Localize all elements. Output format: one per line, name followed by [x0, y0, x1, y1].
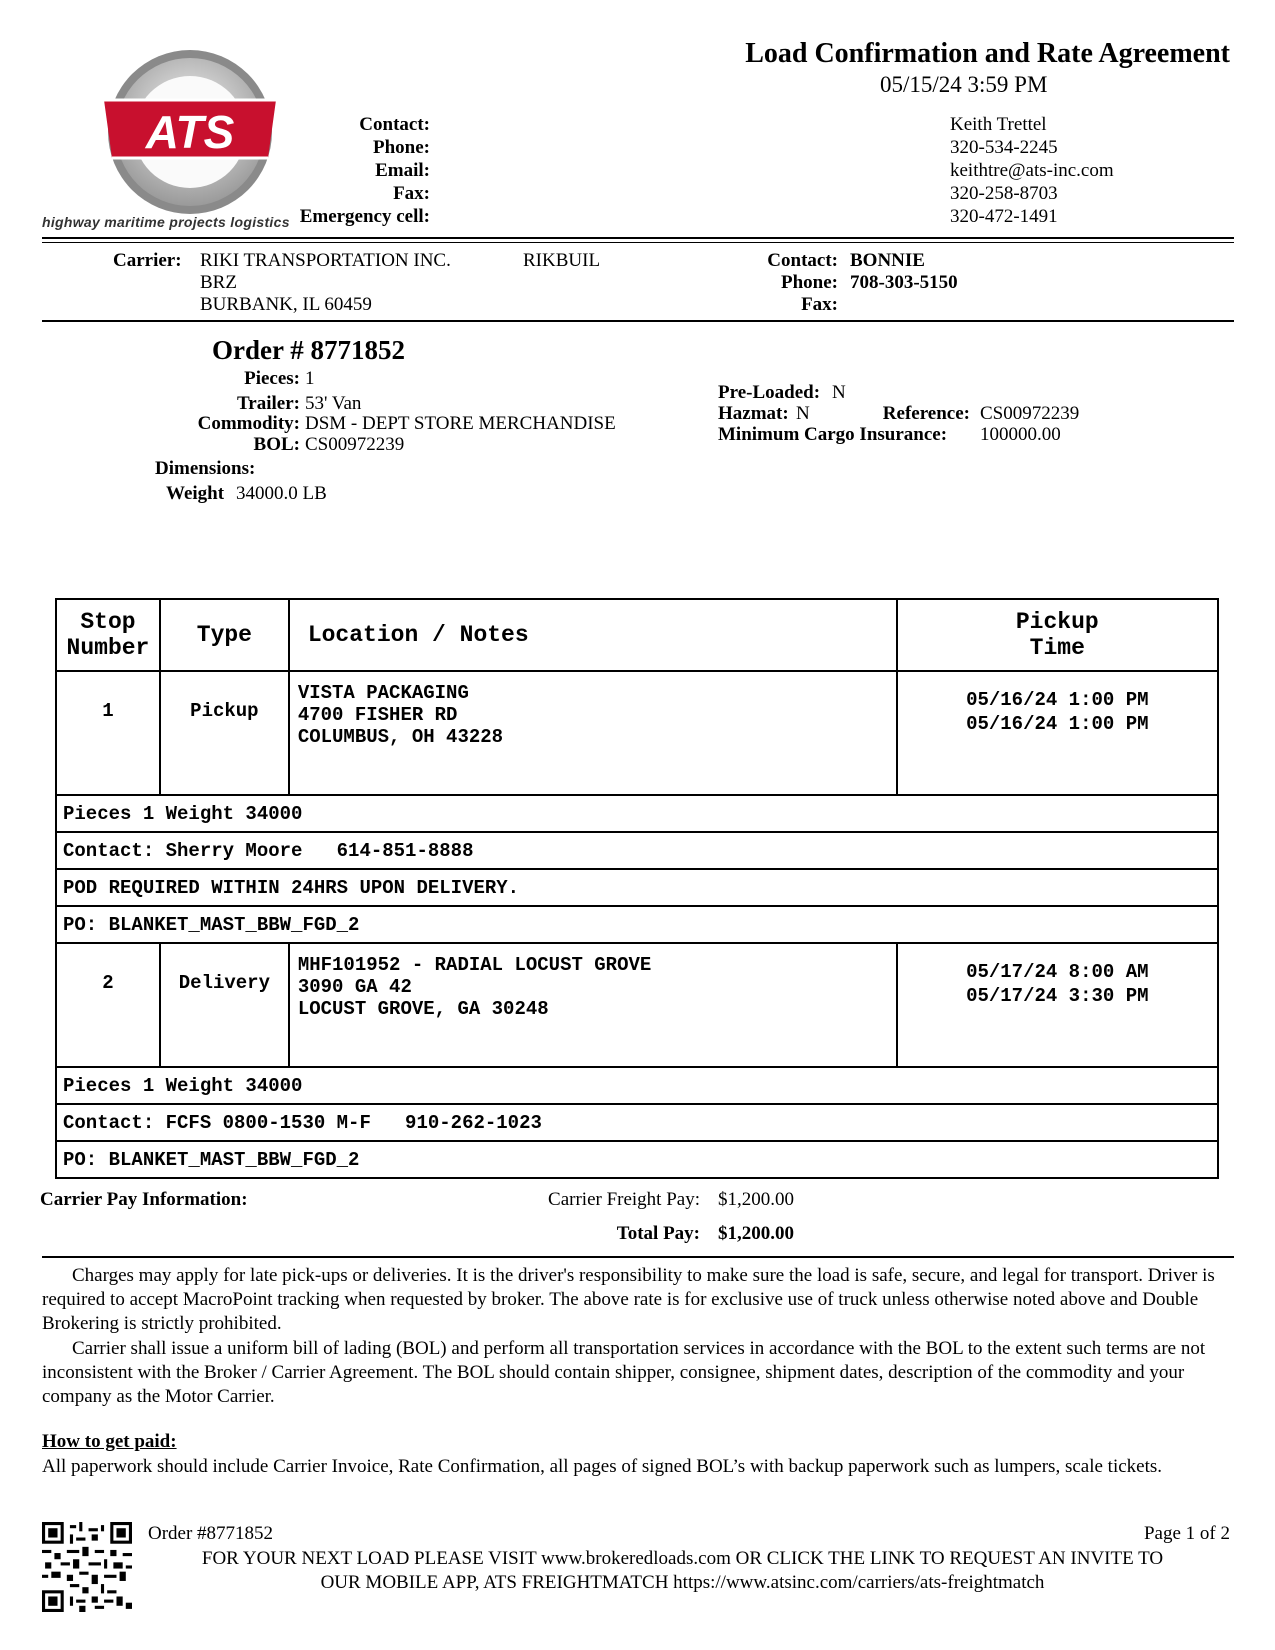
stop-note-row: PO: BLANKET_MAST_BBW_FGD_2 [56, 1141, 1218, 1178]
how-to-get-paid-text: All paperwork should include Carrier Invoice, Rate Confirmation, all pages of signed BOL’s with backup paperwork such as lumpers, scale tickets. [42, 1456, 1163, 1477]
stop-time: 05/16/24 1:00 PM 05/16/24 1:00 PM [897, 671, 1218, 795]
col-stop-number: Stop Number [56, 599, 160, 671]
carrier-contact: BONNIE [850, 250, 925, 271]
total-pay-label: Total Pay: [616, 1223, 700, 1244]
col-location: Location / Notes [289, 599, 897, 671]
stop-time: 05/17/24 8:00 AM 05/17/24 3:30 PM [897, 943, 1218, 1067]
stop-number: 2 [56, 943, 160, 1067]
weight-label: Weight [166, 483, 225, 504]
broker-emergency: 320-472-1491 [950, 206, 1058, 227]
stop-note-row: Pieces 1 Weight 34000 [56, 1067, 1218, 1104]
weight-value: 34000.0 LB [236, 483, 327, 504]
freight-pay-value: $1,200.00 [718, 1189, 794, 1210]
footer-promo-line-1[interactable]: FOR YOUR NEXT LOAD PLEASE VISIT www.brokeredloads.com OR CLICK THE LINK TO REQUEST AN INVITE TO [201, 1548, 1164, 1569]
commodity-label: Commodity: [197, 413, 300, 434]
col-time: Pickup Time [897, 599, 1218, 671]
how-to-get-paid-heading: How to get paid: [42, 1431, 177, 1452]
trailer-label: Trailer: [237, 393, 300, 414]
stop-note-row: Pieces 1 Weight 34000 [56, 795, 1218, 832]
stop-note-row: PO: BLANKET_MAST_BBW_FGD_2 [56, 906, 1218, 943]
dimensions-label: Dimensions: [155, 458, 256, 479]
email-label: Email: [375, 160, 430, 181]
carrier-label: Carrier: [113, 250, 182, 271]
stop-note-row: Contact: Sherry Moore 614-851-8888 [56, 832, 1218, 869]
stop-type: Delivery [160, 943, 289, 1067]
carrier-divider [42, 320, 1234, 322]
stop-number: 1 [56, 671, 160, 795]
document-title: Load Confirmation and Rate Agreement [745, 38, 1230, 69]
stop-note-row: POD REQUIRED WITHIN 24HRS UPON DELIVERY. [56, 869, 1218, 906]
qr-code-icon[interactable] [42, 1522, 132, 1612]
broker-fax: 320-258-8703 [950, 183, 1058, 204]
col-type: Type [160, 599, 289, 671]
carrier-phone: 708-303-5150 [850, 272, 958, 293]
phone-label: Phone: [373, 137, 430, 158]
stop-type: Pickup [160, 671, 289, 795]
insurance-value: 100000.00 [980, 424, 1061, 445]
hazmat-label: Hazmat: [718, 403, 789, 424]
stop-location: VISTA PACKAGING 4700 FISHER RD COLUMBUS, OH 43228 [289, 671, 897, 795]
carrier-fax-label: Fax: [801, 294, 838, 315]
preloaded-value: N [832, 382, 846, 403]
carrier-contact-label: Contact: [767, 250, 838, 271]
table-header-row [56, 599, 1218, 671]
hazmat-value: N [796, 403, 810, 424]
carrier-phone-label: Phone: [781, 272, 838, 293]
order-title: Order # 8771852 [212, 335, 405, 365]
svg-text:ATS: ATS [145, 106, 235, 158]
carrier-city: BURBANK, IL 60459 [200, 294, 372, 315]
broker-email[interactable]: keithtre@ats-inc.com [950, 160, 1114, 181]
bol-value: CS00972239 [305, 434, 405, 455]
terms-paragraph-1: Charges may apply for late pick-ups or deliveries. It is the driver's responsibility to make sure the load is safe, secure, and legal for transport. Driver is required to accept MacroPoint tracking when requested by broker. The above rate is for exclusive use of truck unless otherwise noted above and Double Brokering is strictly prohibited. [42, 1265, 1215, 1334]
bol-label: BOL: [253, 434, 300, 455]
stops-table [55, 598, 1219, 1179]
footer-promo-line-2[interactable]: OUR MOBILE APP, ATS FREIGHTMATCH https://www.atsinc.com/carriers/ats-freightmatch [320, 1572, 1045, 1593]
commodity-value: DSM - DEPT STORE MERCHANDISE [305, 413, 616, 434]
broker-phone: 320-534-2245 [950, 137, 1058, 158]
trailer-value: 53' Van [305, 393, 362, 414]
stop-row [56, 943, 1218, 1067]
carrier-name: RIKI TRANSPORTATION INC. [200, 250, 451, 271]
stop-row [56, 671, 1218, 795]
pieces-value: 1 [305, 368, 315, 389]
terms-paragraph-2: Carrier shall issue a uniform bill of lading (BOL) and perform all transportation services in accordance with the BOL to the extent such terms are not inconsistent with the Broker / Carrier Agreement. The BOL should contain shipper, consignee, shipment dates, description of the commodity and your company as the Motor Carrier. [42, 1338, 1206, 1407]
stop-location: MHF101952 - RADIAL LOCUST GROVE 3090 GA 42 LOCUST GROVE, GA 30248 [289, 943, 897, 1067]
document-datetime: 05/15/24 3:59 PM [880, 72, 1048, 97]
header-divider [42, 237, 1234, 239]
contact-label: Contact: [359, 114, 430, 135]
emergency-label: Emergency cell: [299, 206, 430, 227]
stop-note-row: Contact: FCFS 0800-1530 M-F 910-262-1023 [56, 1104, 1218, 1141]
reference-label: Reference: [882, 403, 970, 424]
footer-order-number: Order #8771852 [148, 1523, 274, 1544]
reference-value: CS00972239 [980, 403, 1080, 424]
pay-divider [42, 1256, 1234, 1258]
pieces-label: Pieces: [244, 368, 300, 389]
page-number: Page 1 of 2 [1143, 1523, 1230, 1544]
broker-contact: Keith Trettel [950, 114, 1047, 135]
fax-label: Fax: [393, 183, 430, 204]
insurance-label: Minimum Cargo Insurance: [718, 424, 948, 445]
carrier-code: RIKBUIL [523, 250, 601, 271]
logo-tagline: highway maritime projects logistics [42, 214, 290, 230]
freight-pay-label: Carrier Freight Pay: [548, 1189, 700, 1210]
total-pay-value: $1,200.00 [718, 1223, 794, 1244]
carrier-pay-label: Carrier Pay Information: [40, 1189, 248, 1210]
header-divider-thin [42, 242, 1234, 243]
carrier-line2: BRZ [200, 272, 237, 293]
preloaded-label: Pre-Loaded: [718, 382, 821, 403]
